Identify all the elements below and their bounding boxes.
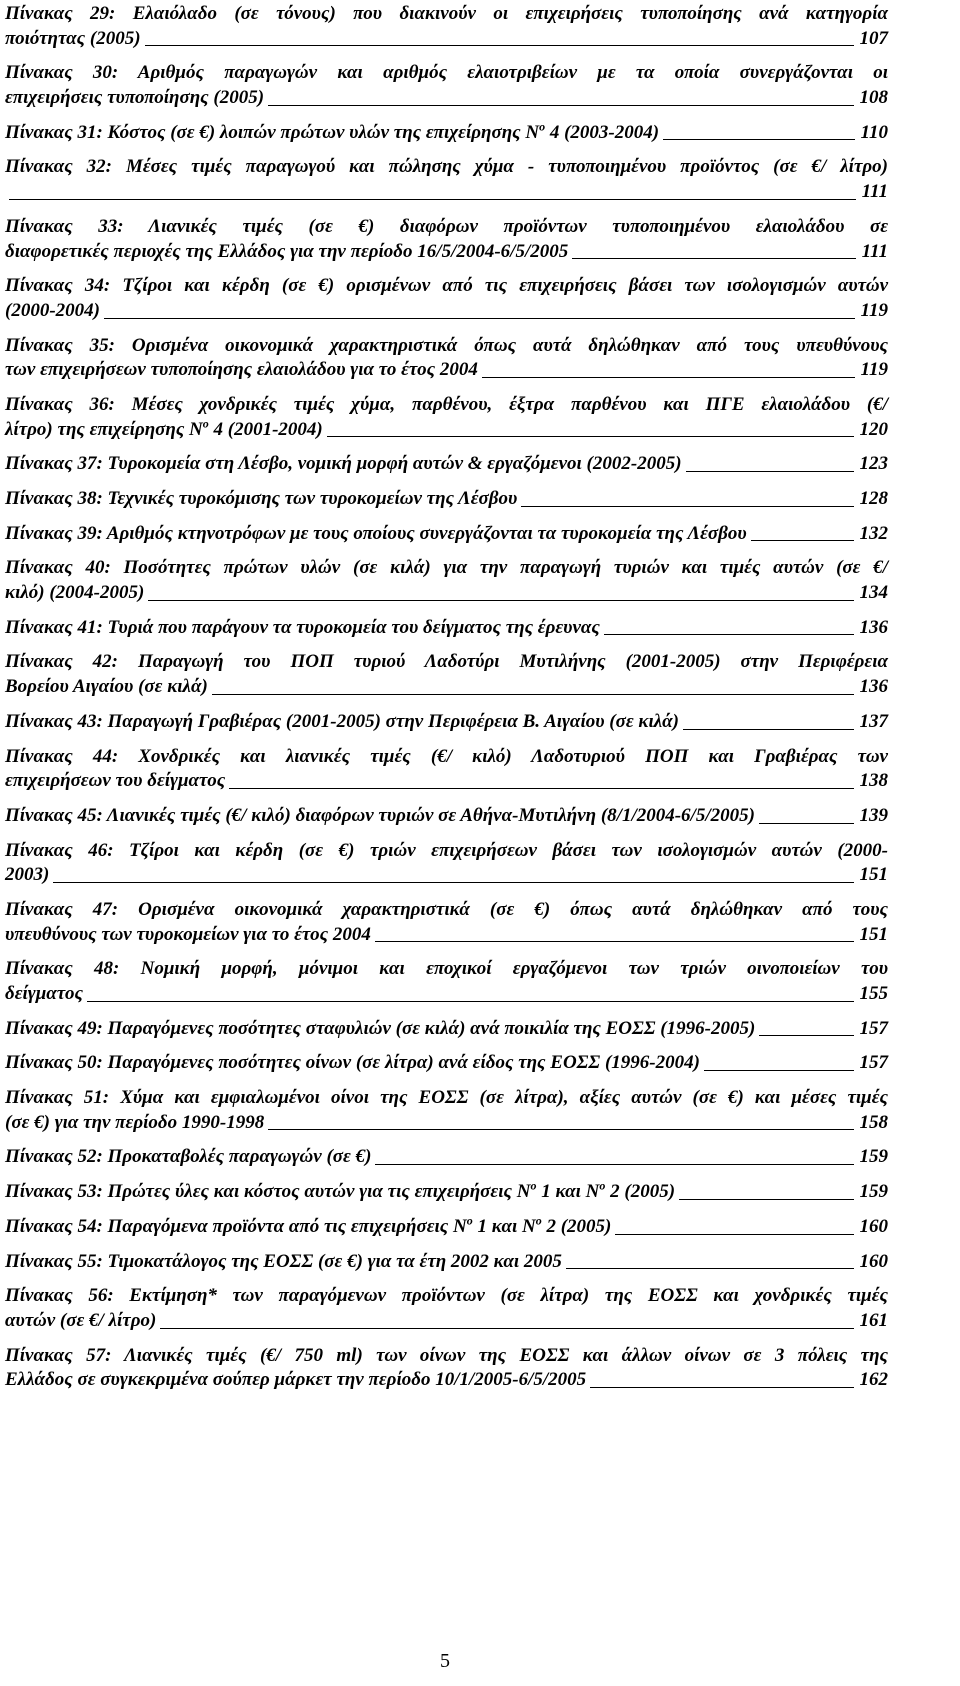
leader-line	[759, 1035, 853, 1036]
toc-entry-text: Πίνακας 49: Παραγόμενες ποσότητες σταφυλιών (σε κιλά) ανά ποικιλία της ΕΟΣΣ (1996-2005)	[5, 1017, 756, 1039]
toc-entry-text: Πίνακας 51: Χύμα και εμφιαλωμένοι οίνοι της ΕΟΣΣ (σε λίτρα), αξίες αυτών (σε €) και μέσες τιμές	[5, 1087, 888, 1109]
toc-entry-text: Πίνακας 33: Λιανικές τιμές (σε €) διαφόρων προϊόντων τυποποιημένου ελαιολάδου σε	[5, 215, 888, 237]
toc-entry-text: ποιότητας (2005)	[5, 27, 141, 49]
toc-page-number: 151	[859, 864, 888, 886]
leader-line	[521, 506, 853, 507]
leader-line	[704, 1070, 854, 1071]
toc-page-number: 155	[859, 983, 888, 1004]
toc-entry-line	[5, 1051, 888, 1076]
toc-entry-line	[5, 982, 888, 1007]
toc-entry-line	[5, 86, 888, 111]
toc-entry-line	[5, 299, 888, 324]
toc-page-number: 151	[859, 923, 888, 945]
toc-entry	[5, 487, 888, 512]
leader-line	[268, 105, 853, 106]
toc-entry	[5, 957, 888, 1006]
toc-page-number: 136	[859, 676, 888, 698]
leader-line	[663, 139, 855, 140]
toc-entry-text: Πίνακας 40: Ποσότητες πρώτων υλών (σε κιλά) για την παραγωγή τυριών και τιμές αυτών (σε €/	[5, 557, 888, 579]
toc-entry-text: Πίνακας 38: Τεχνικές τυροκόμισης των τυροκομείων της Λέσβου	[5, 488, 518, 509]
leader-line	[604, 634, 854, 635]
leader-line	[268, 1129, 853, 1130]
toc-page-number: 162	[859, 1369, 888, 1391]
toc-entry	[5, 121, 888, 146]
toc-page-number: 128	[859, 488, 888, 509]
toc-entry-text: Πίνακας 53: Πρώτες ύλες και κόστος αυτών για τις επιχειρήσεις $N^o$ 1 και $N^o$ 2 (2005)	[5, 1178, 676, 1203]
leader-line	[759, 823, 854, 824]
toc-page-number: 160	[859, 1215, 888, 1237]
toc-entry-text: επιχειρήσεων του δείγματος	[5, 770, 226, 792]
toc-entry	[5, 898, 888, 947]
toc-entry-line	[5, 710, 888, 735]
toc-entry-text: διαφορετικές περιοχές της Ελλάδος για την περίοδο 16/5/2004-6/5/2005	[5, 240, 569, 262]
toc-entry-line	[5, 863, 888, 888]
toc-entry-line	[5, 121, 888, 146]
toc-entry-text: λίτρο) της επιχείρησης $N^o$ 4 (2001-2004)	[5, 416, 323, 440]
toc-entry	[5, 393, 888, 442]
leader-line	[229, 788, 853, 789]
toc-entry-text: Πίνακας 35: Ορισμένα οικονομικά χαρακτηριστικά όπως αυτά δηλώθηκαν από τους υπευθύνους	[5, 334, 888, 356]
leader-line	[683, 729, 853, 730]
toc-page-number: 139	[859, 804, 888, 826]
toc-entry-line	[5, 1145, 888, 1170]
toc-entry-line	[5, 1111, 888, 1136]
page-number: 5	[440, 1650, 450, 1672]
toc-entry	[5, 1145, 888, 1170]
toc-page-number: 138	[859, 770, 888, 792]
leader-line	[566, 1268, 854, 1269]
toc-entry-text: Πίνακας 31: Κόστος (σε €) λοιπών πρώτων υλών της επιχείρησης $N^o$ 4 (2003-2004)	[5, 119, 660, 143]
toc-entry-text: Πίνακας 32: Μέσες τιμές παραγωγού και πώλησης χύμα - τυποποιημένου προϊόντος (σε €/ λίτρο)	[5, 156, 888, 178]
toc-page-number: 134	[859, 582, 888, 604]
leader-line	[160, 1328, 853, 1329]
toc-page-number: 136	[859, 616, 888, 638]
toc-entry-text: Πίνακας 54: Παραγόμενα προϊόντα από τις επιχειρήσεις $N^o$ 1 και $N^o$ 2 (2005)	[5, 1213, 612, 1237]
toc-entry-text: Πίνακας 30: Αριθμός παραγωγών και αριθμός ελαιοτριβείων με τα οποία συνεργάζονται οι	[5, 62, 888, 84]
toc-entry-text: Πίνακας 42: Παραγωγή του ΠΟΠ τυριού Λαδοτύρι Μυτιλήνης (2001-2005) στην Περιφέρεια	[5, 651, 888, 673]
toc-entry-text: επιχειρήσεις τυποποίησης (2005)	[5, 87, 265, 109]
toc-entry-text: Πίνακας 47: Ορισμένα οικονομικά χαρακτηριστικά (σε €) όπως αυτά δηλώθηκαν από τους	[5, 898, 888, 920]
toc-entry-line	[5, 804, 888, 829]
toc-entry-text: Πίνακας 57: Λιανικές τιμές (€/ 750 ml) των οίνων της ΕΟΣΣ και άλλων οίνων σε 3 πόλεις της	[5, 1344, 888, 1366]
toc-entry	[5, 155, 888, 204]
toc-page-number: 119	[860, 359, 888, 381]
toc-entry	[5, 334, 888, 383]
toc-entry	[5, 1017, 888, 1042]
toc-entry-line	[5, 581, 888, 606]
toc-entry	[5, 1180, 888, 1205]
list-of-tables	[5, 0, 888, 1393]
leader-line	[615, 1234, 853, 1235]
toc-page-number: 107	[859, 27, 888, 49]
toc-entry-line	[5, 1180, 888, 1205]
toc-entry-text: αυτών (σε €/ λίτρο)	[5, 1309, 157, 1331]
toc-entry-line	[5, 1017, 888, 1042]
leader-line	[9, 199, 856, 200]
toc-entry	[5, 452, 888, 477]
toc-entry-line	[5, 358, 888, 383]
toc-entry-text: Πίνακας 52: Προκαταβολές παραγωγών (σε €)	[5, 1146, 372, 1168]
leader-line	[686, 471, 854, 472]
toc-entry	[5, 1344, 888, 1393]
toc-entry-text: 2003)	[5, 864, 50, 886]
leader-line	[482, 377, 855, 378]
toc-entry-line	[5, 452, 888, 477]
toc-entry-text: Πίνακας 43: Παραγωγή Γραβιέρας (2001-2005) στην Περιφέρεια Β. Αιγαίου (σε κιλά)	[5, 710, 680, 732]
toc-entry	[5, 839, 888, 888]
toc-entry-text: Πίνακας 48: Νομική μορφή, μόνιμοι και εποχικοί εργαζόμενοι των τριών οινοποιείων του	[5, 958, 888, 980]
toc-entry	[5, 1086, 888, 1135]
toc-page-number: 157	[859, 1052, 888, 1074]
toc-entry-text: Πίνακας 34: Τζίροι και κέρδη (σε €) ορισμένων από τις επιχειρήσεις βάσει των ισολογισμών αυτών	[5, 275, 888, 297]
toc-page-number: 110	[860, 121, 888, 143]
toc-entry-line	[5, 1368, 888, 1393]
toc-entry-line	[5, 1215, 888, 1240]
leader-line	[751, 540, 854, 541]
toc-page-number: 159	[859, 1181, 888, 1203]
toc-entry-text: Πίνακας 56: Εκτίμηση* των παραγόμενων προϊόντων (σε λίτρα) της ΕΟΣΣ και χονδρικές τιμές	[5, 1285, 888, 1307]
toc-entry	[5, 745, 888, 794]
toc-entry	[5, 1284, 888, 1333]
toc-page-number: 111	[861, 240, 888, 262]
toc-entry-text: (2000-2004)	[5, 299, 100, 321]
toc-page-number: 119	[860, 299, 888, 321]
toc-entry-line	[5, 769, 888, 794]
toc-entry-text: Πίνακας 45: Λιανικές τιμές (€/ κιλό) διαφόρων τυριών σε Αθήνα-Μυτιλήνη (8/1/2004-6/5/2005)	[5, 804, 755, 826]
toc-entry	[5, 650, 888, 699]
toc-entry-line	[5, 923, 888, 948]
toc-entry-text: Βορείου Αιγαίου (σε κιλά)	[5, 676, 208, 698]
toc-entry	[5, 215, 888, 264]
toc-entry-line	[5, 1250, 888, 1275]
toc-entry	[5, 1051, 888, 1076]
toc-entry-line	[5, 487, 888, 512]
toc-entry	[5, 2, 888, 51]
toc-entry-line	[5, 27, 888, 52]
toc-entry	[5, 616, 888, 641]
leader-line	[148, 600, 853, 601]
toc-entry-text: Πίνακας 29: Ελαιόλαδο (σε τόνους) που διακινούν οι επιχειρήσεις τυποποίησης ανά κατηγορία	[5, 3, 888, 24]
toc-entry-line	[5, 180, 888, 205]
leader-line	[327, 436, 854, 437]
toc-entry	[5, 804, 888, 829]
toc-entry-line	[5, 240, 888, 265]
leader-line	[104, 318, 855, 319]
toc-entry	[5, 1250, 888, 1275]
toc-page-number: 161	[859, 1309, 888, 1331]
toc-entry-text: Πίνακας 55: Τιμοκατάλογος της ΕΟΣΣ (σε €) για τα έτη 2002 και 2005	[5, 1250, 562, 1272]
toc-page-number: 111	[861, 181, 888, 203]
toc-page-number: 157	[859, 1017, 888, 1039]
leader-line	[87, 1001, 854, 1002]
toc-page-number: 137	[859, 710, 888, 732]
toc-page-number: 158	[859, 1111, 888, 1133]
toc-entry-text: υπευθύνους των τυροκομείων για το έτος 2004	[5, 923, 371, 945]
toc-page-number: 159	[859, 1146, 888, 1168]
toc-entry-text: Πίνακας 50: Παραγόμενες ποσότητες οίνων (σε λίτρα) ανά είδος της ΕΟΣΣ (1996-2004)	[5, 1052, 700, 1074]
toc-entry-line	[5, 522, 888, 547]
leader-line	[679, 1199, 853, 1200]
toc-entry	[5, 556, 888, 605]
toc-page-number: 132	[859, 522, 888, 544]
toc-entry	[5, 710, 888, 735]
toc-entry-line	[5, 675, 888, 700]
leader-line	[375, 1164, 853, 1165]
toc-page-number: 160	[859, 1250, 888, 1272]
toc-entry-text: κιλό) (2004-2005)	[5, 582, 145, 604]
toc-entry-text: Πίνακας 37: Τυροκομεία στη Λέσβο, νομική μορφή αυτών & εργαζόμενοι (2002-2005)	[5, 453, 682, 475]
toc-entry-text: των επιχειρήσεων τυποποίησης ελαιολάδου για το έτος 2004	[5, 359, 478, 381]
toc-entry-text: Ελλάδος σε συγκεκριμένα σούπερ μάρκετ την περίοδο 10/1/2005-6/5/2005	[5, 1369, 587, 1391]
toc-entry-text: (σε €) για την περίοδο 1990-1998	[5, 1111, 265, 1133]
leader-line	[145, 45, 854, 46]
toc-page-number: 120	[859, 418, 888, 440]
toc-entry-line	[5, 418, 888, 443]
leader-line	[590, 1387, 853, 1388]
leader-line	[375, 941, 854, 942]
toc-entry-text: δείγματος	[5, 983, 83, 1004]
toc-entry-text: Πίνακας 39: Αριθμός κτηνοτρόφων με τους οποίους συνεργάζονται τα τυροκομεία της Λέσβου	[5, 522, 747, 544]
toc-entry-text: Πίνακας 41: Τυριά που παράγουν τα τυροκομεία του δείγματος της έρευνας	[5, 616, 600, 638]
toc-entry	[5, 61, 888, 110]
toc-entry	[5, 522, 888, 547]
leader-line	[572, 258, 855, 259]
toc-entry-text: Πίνακας 36: Μέσες χονδρικές τιμές χύμα, παρθένου, έξτρα παρθένου και ΠΓΕ ελαιολάδου (€/	[5, 393, 888, 415]
leader-line	[53, 882, 853, 883]
toc-page-number: 123	[859, 453, 888, 475]
toc-entry-line	[5, 616, 888, 641]
toc-entry	[5, 1215, 888, 1240]
toc-entry-line	[5, 1309, 888, 1334]
toc-entry-text: Πίνακας 44: Χονδρικές και λιανικές τιμές (€/ κιλό) Λαδοτυριού ΠΟΠ και Γραβιέρας των	[5, 745, 888, 767]
toc-entry-text: Πίνακας 46: Τζίροι και κέρδη (σε €) τριών επιχειρήσεων βάσει των ισολογισμών αυτών (2000-	[5, 839, 888, 861]
toc-entry	[5, 274, 888, 323]
leader-line	[212, 694, 854, 695]
toc-page-number: 108	[859, 87, 888, 109]
